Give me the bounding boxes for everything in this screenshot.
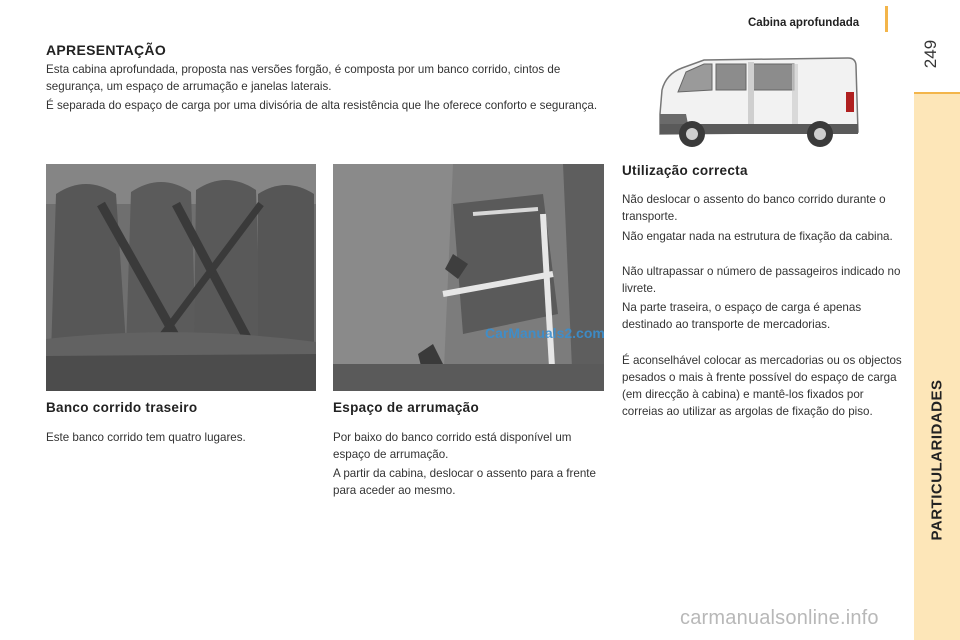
header-accent-rule	[885, 6, 888, 32]
main-heading: APRESENTAÇÃO	[46, 42, 167, 58]
intro-paragraph-1: Esta cabina aprofundada, proposta nas versões forgão, é composta por um banco corrido, cintos de segurança, um espaço de arrumação e janelas laterais.	[46, 63, 561, 93]
correct-use-paragraph-1: Não deslocar o assento do banco corrido durante o transporte.	[622, 193, 886, 223]
watermark-carmanuals: CarManuals2.com	[485, 325, 605, 341]
correct-use-paragraph-4: Na parte traseira, o espaço de carga é apenas destinado ao transporte de mercadorias.	[622, 301, 862, 331]
side-tab	[914, 92, 960, 640]
side-tab-label: PARTICULARIDADES	[928, 379, 946, 541]
correct-use-paragraph-2: Não engatar nada na estrutura de fixação da cabina.	[622, 230, 893, 243]
storage-paragraph-1: Por baixo do banco corrido está disponível um espaço de arrumação.	[333, 431, 572, 461]
page-number: 249	[921, 39, 940, 69]
storage-heading: Espaço de arrumação	[333, 400, 480, 415]
storage-paragraph-2: A partir da cabina, deslocar o assento para a frente para aceder ao mesmo.	[333, 467, 596, 497]
bench-paragraph: Este banco corrido tem quatro lugares.	[46, 431, 246, 444]
correct-use-paragraph-3: Não ultrapassar o número de passageiros indicado no livrete.	[622, 265, 901, 295]
bench-seat-photo	[46, 164, 316, 391]
correct-use-paragraph-5: É aconselhável colocar as mercadorias ou os objectos pesados o mais à frente possível do espaço de carga (em direcção à cabina) e mantê-los fixados por correias ao utilizar as argolas de fixação do piso.	[622, 354, 902, 418]
bench-heading: Banco corrido traseiro	[46, 400, 198, 415]
watermark-footer: carmanualsonline.info	[680, 607, 879, 629]
correct-use-heading: Utilização correcta	[622, 163, 748, 178]
section-title: Cabina aprofundada	[748, 17, 860, 29]
storage-space-photo	[333, 164, 604, 391]
side-tab-rule	[914, 92, 960, 94]
van-illustration	[652, 52, 862, 152]
intro-paragraph-2: É separada do espaço de carga por uma divisória de alta resistência que lhe oferece conforto e segurança.	[46, 99, 598, 112]
